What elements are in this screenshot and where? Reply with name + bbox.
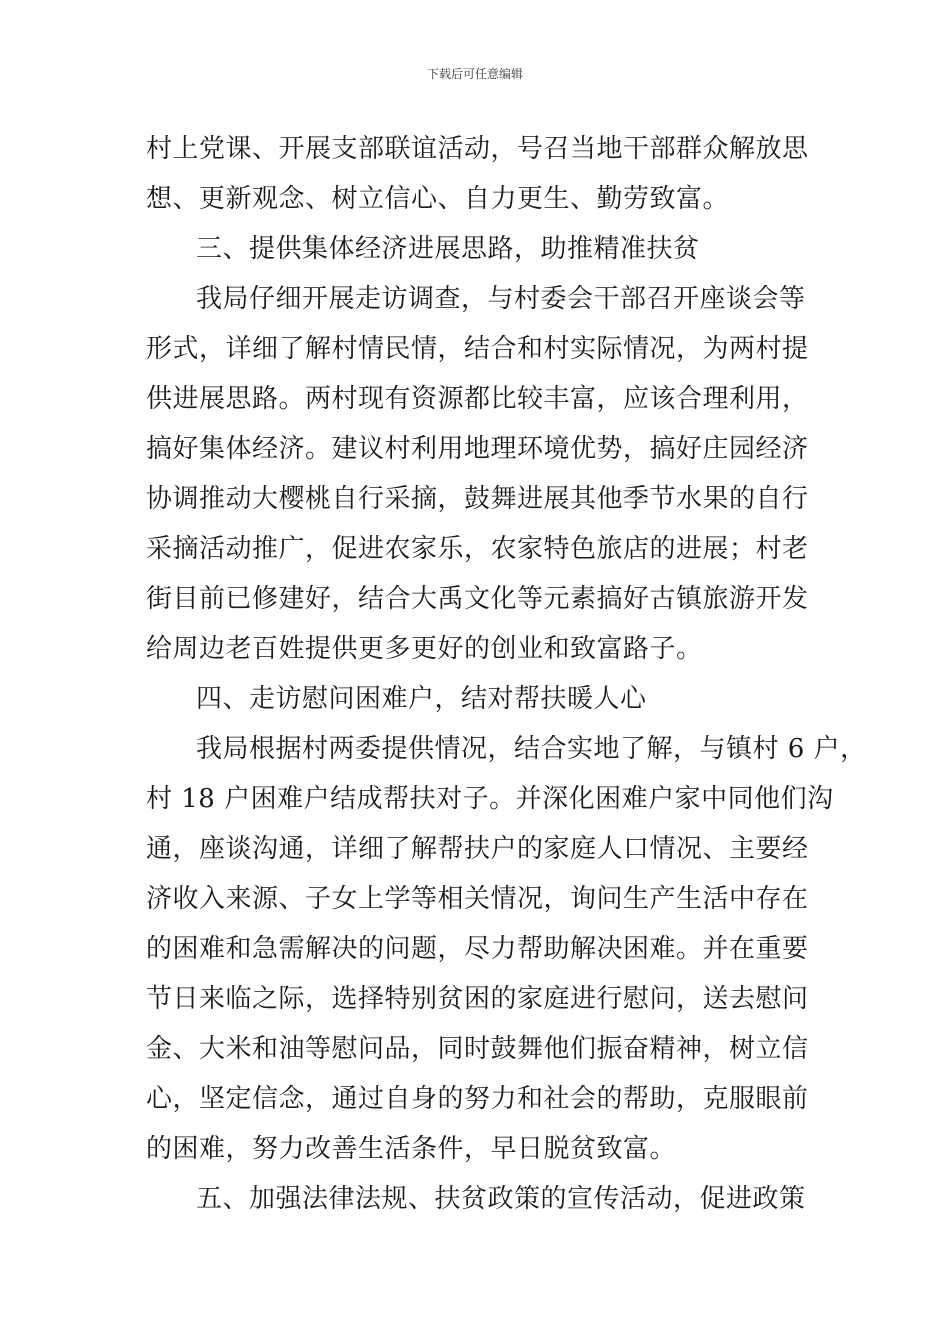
text-line: 想、更新观念、树立信心、自力更生、勤劳致富。 bbox=[146, 184, 730, 214]
text-line: 村上党课、开展支部联谊活动，号召当地干部群众解放思 bbox=[146, 134, 809, 164]
text-line: 我局仔细开展走访调查，与村委会干部召开座谈会等 bbox=[196, 284, 806, 314]
text-line: 街目前已修建好，结合大禹文化等元素搞好古镇旅游开发 bbox=[146, 584, 809, 614]
text-line: 济收入来源、子女上学等相关情况，询问生产生活中存在 bbox=[146, 884, 809, 914]
text-line: 节日来临之际，选择特别贫困的家庭进行慰问，送去慰问 bbox=[146, 984, 809, 1014]
text-line: 通，座谈沟通，详细了解帮扶户的家庭人口情况、主要经 bbox=[146, 834, 809, 864]
text-line: 我局根据村两委提供情况，结合实地了解，与镇村 6 户， bbox=[196, 734, 867, 764]
text-line: 的困难，努力改善生活条件，早日脱贫致富。 bbox=[146, 1134, 677, 1164]
text-line: 的困难和急需解决的问题，尽力帮助解决困难。并在重要 bbox=[146, 934, 809, 964]
text-line: 采摘活动推广，促进农家乐，农家特色旅店的进展；村老 bbox=[146, 534, 809, 564]
text-line: 形式，详细了解村情民情，结合和村实际情况，为两村提 bbox=[146, 334, 809, 364]
section-heading: 五、加强法律法规、扶贫政策的宣传活动，促进政策 bbox=[196, 1184, 806, 1214]
text-line: 村 18 户困难户结成帮扶对子。并深化困难户家中同他们沟 bbox=[146, 784, 834, 814]
section-heading: 四、走访慰问困难户，结对帮扶暖人心 bbox=[196, 684, 647, 714]
text-line: 金、大米和油等慰问品，同时鼓舞他们振奋精神，树立信 bbox=[146, 1034, 809, 1064]
text-line: 供进展思路。两村现有资源都比较丰富，应该合理利用， bbox=[146, 384, 809, 414]
text-line: 给周边老百姓提供更多更好的创业和致富路子。 bbox=[146, 634, 703, 664]
section-heading: 三、提供集体经济进展思路，助推精准扶贫 bbox=[196, 234, 700, 264]
page-header: 下载后可任意编辑 bbox=[426, 67, 523, 81]
text-line: 搞好集体经济。建议村利用地理环境优势，搞好庄园经济 bbox=[146, 434, 809, 464]
text-line: 心，坚定信念，通过自身的努力和社会的帮助，克服眼前 bbox=[146, 1084, 809, 1114]
text-line: 协调推动大樱桃自行采摘，鼓舞进展其他季节水果的自行 bbox=[146, 484, 809, 514]
